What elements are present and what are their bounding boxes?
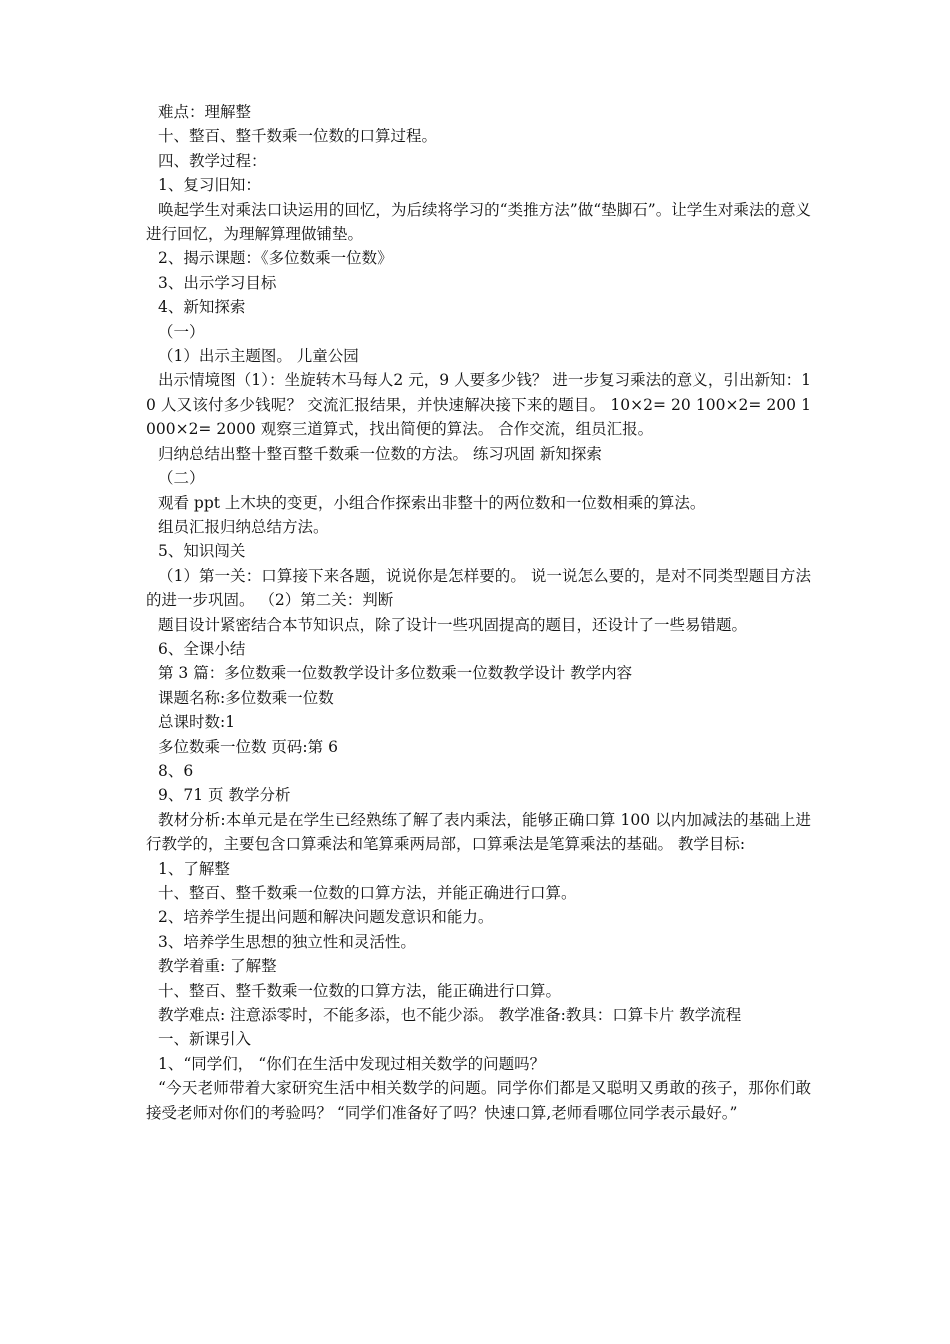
- paragraph: 观看 ppt 上木块的变更，小组合作探索出非整十的两位数和一位数相乘的算法。: [158, 493, 706, 512]
- paragraph: 1、了解整: [158, 859, 230, 878]
- paragraph: 9、71 页 教学分析: [158, 786, 291, 805]
- paragraph: 十、整百、整千数乘一位数的口算方法，并能正确进行口算。: [158, 884, 577, 902]
- paragraph: 组员汇报归纳总结方法。: [158, 517, 329, 536]
- paragraph: “今天老师带着大家研究生活中相关数学的问题。同学你们都是又聪明又勇敢的孩子，那你们敢接受老师对你们的考验吗？ “同学们准备好了吗？快速口算,老师看哪位同学表示最好。”: [146, 1079, 811, 1122]
- paragraph: 出示情境图（1）：坐旋转木马每人2 元，9 人要多少钱？ 进一步复习乘法的意义，引出新知：10 人又该付多少钱呢？ 交流汇报结果，并快速解决接下来的题目。 10×2= 20 100×2= 200 1000×2= 2000 观察三道算式，找出简便的算法。 合作交流，组员汇报。: [146, 371, 811, 439]
- paragraph: 6、全课小结: [158, 639, 246, 658]
- paragraph: 1、“同学们， “你们在生活中发现过相关数学的问题吗？: [158, 1054, 546, 1073]
- paragraph: 4、新知探索: [158, 298, 246, 317]
- paragraph: （二）: [158, 469, 205, 488]
- paragraph: 课题名称:多位数乘一位数: [158, 688, 334, 707]
- paragraph: 总课时数:1: [158, 713, 236, 732]
- paragraph: 1、复习旧知：: [158, 176, 261, 195]
- paragraph: 多位数乘一位数 页码:第 6: [158, 737, 338, 756]
- paragraph: 题目设计紧密结合本节知识点，除了设计一些巩固提高的题目，还设计了一些易错题。: [158, 615, 748, 634]
- paragraph: 3、出示学习目标: [158, 273, 277, 292]
- paragraph: 第 3 篇：多位数乘一位数教学设计多位数乘一位数教学设计 教学内容: [158, 664, 633, 683]
- paragraph: （1）出示主题图。 儿童公园: [158, 347, 359, 366]
- paragraph: 十、整百、整千数乘一位数的口算方法，能正确进行口算。: [158, 981, 562, 1000]
- paragraph: 2、培养学生提出问题和解决问题发意识和能力。: [158, 908, 494, 927]
- paragraph: 难点：理解整: [158, 103, 252, 121]
- paragraph: （一）: [158, 322, 205, 341]
- paragraph: 8、6: [158, 761, 194, 780]
- document-body: [146, 100, 811, 1125]
- paragraph: 教学难点: 注意添零时，不能多添，也不能少添。 教学准备:教具：口算卡片 教学流程: [158, 1006, 742, 1025]
- paragraph: （1）第一关：口算接下来各题，说说你是怎样要的。 说一说怎么要的，是对不同类型题目方法的进一步巩固。 （2）第二关：判断: [146, 566, 811, 610]
- paragraph: 四、教学过程：: [158, 151, 267, 170]
- paragraph: 2、揭示课题：《多位数乘一位数》: [158, 249, 393, 268]
- paragraph: 归纳总结出整十整百整千数乘一位数的方法。 练习巩固 新知探索: [158, 444, 602, 463]
- paragraph: 一、新课引入: [158, 1030, 252, 1049]
- paragraph: 5、知识闯关: [158, 542, 246, 561]
- paragraph: 教学着重: 了解整: [158, 957, 277, 976]
- paragraph: 唤起学生对乘法口诀运用的回忆，为后续将学习的“类推方法”做“垫脚石”。让学生对乘法的意义进行回忆，为理解算理做铺垫。: [146, 200, 811, 244]
- paragraph: 教材分析:本单元是在学生已经熟练了解了表内乘法，能够正确口算 100 以内加减法的基础上进行教学的，主要包含口算乘法和笔算乘两局部，口算乘法是笔算乘法的基础。 教学目标:: [146, 810, 811, 854]
- paragraph: 3、培养学生思想的独立性和灵活性。: [158, 932, 416, 951]
- paragraph: 十、整百、整千数乘一位数的口算过程。: [158, 127, 438, 146]
